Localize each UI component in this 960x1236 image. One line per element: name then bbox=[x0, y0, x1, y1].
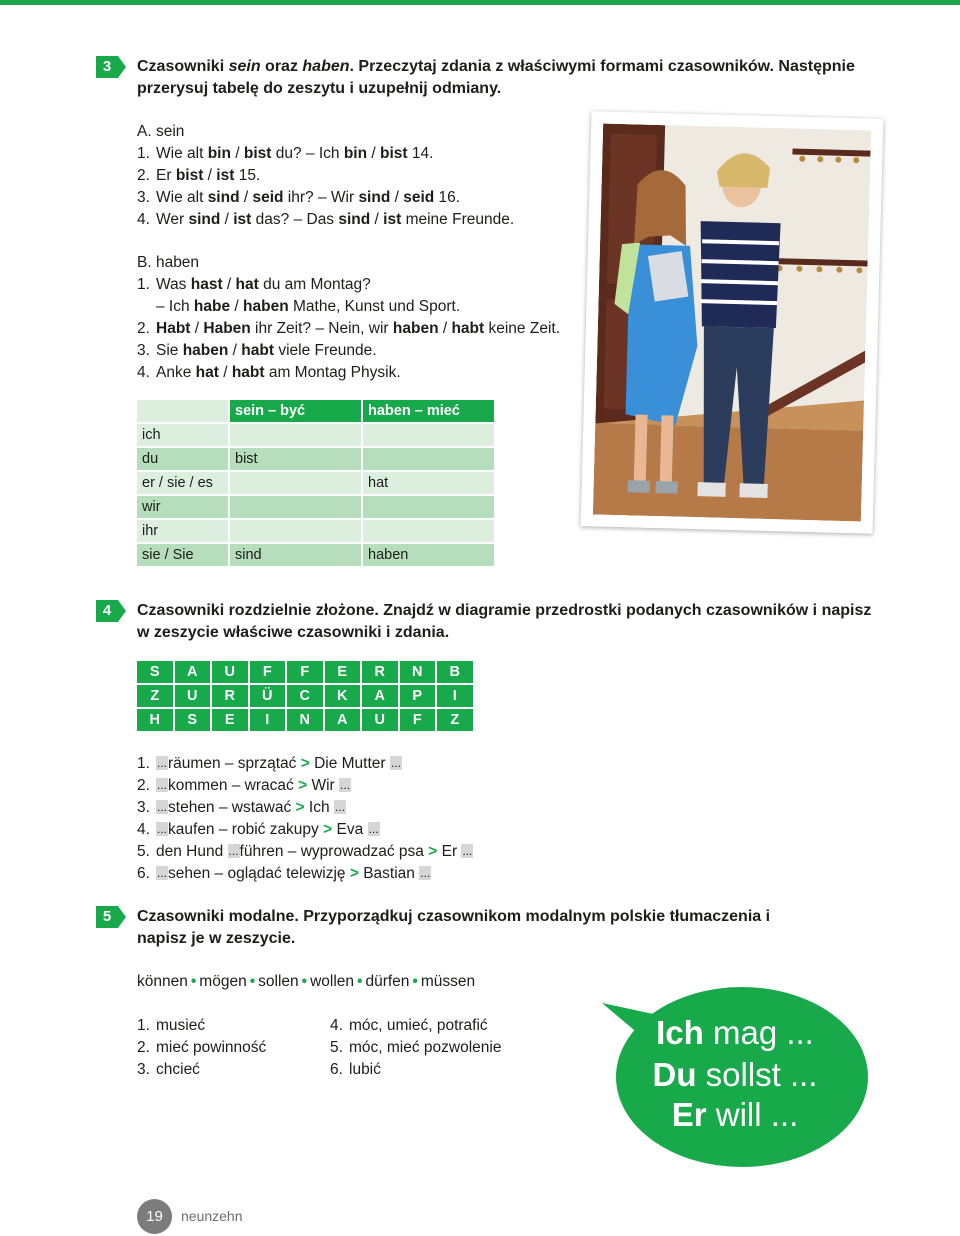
task-number-badge bbox=[96, 906, 126, 928]
item-verb: räumen – sprzątać bbox=[168, 755, 297, 772]
bubble-line bbox=[600, 1095, 870, 1135]
task-number-badge bbox=[96, 56, 126, 78]
item-number: 1. bbox=[137, 1017, 150, 1034]
bullet-icon: • bbox=[190, 973, 197, 990]
table-cell bbox=[363, 424, 494, 446]
item-number: 4. bbox=[330, 1017, 343, 1034]
gap-placeholder: ... bbox=[157, 822, 168, 836]
task-number: 3 bbox=[102, 58, 112, 75]
task-4-title: Czasowniki rozdzielnie złożone. Znajdź w diagramie przedrostki podanych czasowników i napisz w zeszycie właściwe czasowniki i zdania. bbox=[137, 602, 872, 641]
translation-item-6 bbox=[330, 1059, 381, 1081]
item-number: 5. bbox=[137, 843, 150, 860]
diagram-cell: N bbox=[400, 661, 436, 683]
diagram-row bbox=[137, 685, 473, 707]
sentence-b1-answer: – Ich habe / haben Mathe, Kunst und Sport. bbox=[156, 298, 461, 315]
bullet-icon: • bbox=[301, 973, 308, 990]
diagram-cell: Z bbox=[137, 685, 173, 707]
table-cell: sind bbox=[230, 544, 361, 566]
diagram-cell: N bbox=[287, 709, 323, 731]
item-verb: sehen – oglądać telewizję bbox=[168, 865, 346, 882]
diagram-cell: E bbox=[325, 661, 361, 683]
page-number: 19 bbox=[137, 1199, 172, 1234]
table-cell bbox=[363, 496, 494, 518]
photo-teenagers bbox=[593, 124, 871, 522]
modal-verb: dürfen bbox=[365, 973, 410, 990]
diagram-cell: K bbox=[325, 685, 361, 707]
translation-item-5 bbox=[330, 1037, 501, 1059]
item-sentence: Wir bbox=[311, 777, 335, 794]
diagram-cell: R bbox=[212, 685, 248, 707]
bullet-icon: • bbox=[249, 973, 256, 990]
table-cell: du bbox=[137, 448, 228, 470]
diagram-cell: Ü bbox=[250, 685, 286, 707]
sentence-b1: 1. Was hast / hat du am Montag? bbox=[137, 276, 371, 293]
top-accent-bar bbox=[0, 0, 960, 5]
table-header-cell bbox=[137, 400, 228, 422]
translation-text: móc, umieć, potrafić bbox=[349, 1017, 488, 1034]
bullet-icon: • bbox=[412, 973, 418, 990]
table-cell bbox=[230, 424, 361, 446]
diagram-cell: A bbox=[362, 685, 398, 707]
sentence-a2: 2. Er bist / ist 15. bbox=[137, 167, 261, 184]
bubble-pronoun: Ich bbox=[656, 1014, 704, 1051]
sentence-b3: 3. Sie haben / habt viele Freunde. bbox=[137, 342, 377, 359]
item-number: 3. bbox=[137, 799, 150, 816]
table-cell: bist bbox=[230, 448, 361, 470]
task-number: 5 bbox=[102, 908, 112, 925]
gap-placeholder: ... bbox=[334, 800, 345, 814]
item-number: 4. bbox=[137, 821, 150, 838]
item-verb: kaufen – robić zakupy bbox=[168, 821, 319, 838]
item-sentence: Er bbox=[441, 843, 458, 860]
diagram-cell: I bbox=[250, 709, 286, 731]
diagram-cell: S bbox=[137, 661, 173, 683]
gap-placeholder: ... bbox=[340, 778, 351, 792]
table-cell: er / sie / es bbox=[137, 472, 228, 494]
item-verb: kommen – wracać bbox=[168, 777, 294, 794]
table-cell: ihr bbox=[137, 520, 228, 542]
diagram-cell: F bbox=[287, 661, 323, 683]
section-a-heading: A. sein bbox=[137, 123, 185, 140]
table-header-cell: haben – mieć bbox=[363, 400, 494, 422]
table-cell bbox=[363, 448, 494, 470]
diagram-row bbox=[137, 709, 473, 731]
item-sentence: Ich bbox=[308, 799, 330, 816]
gap-placeholder: ... bbox=[228, 844, 239, 858]
translation-item-2 bbox=[137, 1037, 266, 1059]
verb-item-2 bbox=[137, 775, 351, 797]
table-row bbox=[137, 520, 494, 542]
item-number: 5. bbox=[330, 1039, 343, 1056]
translation-text: mieć powinność bbox=[156, 1039, 267, 1056]
section-b-heading: B. haben bbox=[137, 254, 200, 271]
sentence-b4: 4. Anke hat / habt am Montag Physik. bbox=[137, 364, 401, 381]
translation-item-1 bbox=[137, 1015, 205, 1037]
diagram-cell: U bbox=[175, 685, 211, 707]
translation-text: musieć bbox=[156, 1017, 206, 1034]
sentence-b2: 2. Habt / Haben ihr Zeit? – Nein, wir haben / habt keine Zeit. bbox=[137, 320, 560, 337]
modal-verb: können bbox=[137, 973, 188, 990]
title-text: . Przeczytaj zdania z właściwymi formami czasowników. Następnie przerysuj tabelę do zeszytu i uzupełnij odmiany. bbox=[137, 58, 855, 97]
arrow-icon: > bbox=[323, 821, 333, 838]
diagram-cell: B bbox=[437, 661, 473, 683]
modal-verb: sollen bbox=[258, 973, 299, 990]
table-row bbox=[137, 544, 494, 566]
task-5-title: Czasowniki modalne. Przyporządkuj czasownikom modalnym polskie tłumaczenia i napisz je w zeszycie. bbox=[137, 908, 771, 947]
verb-item-5 bbox=[137, 841, 473, 863]
table-cell bbox=[230, 520, 361, 542]
bubble-verb: sollst ... bbox=[696, 1056, 818, 1093]
title-sein: sein bbox=[228, 58, 261, 75]
sentence-a1: 1. Wie alt bin / bist du? – Ich bin / bist 14. bbox=[137, 145, 434, 162]
page-number-word: neunzehn bbox=[181, 1208, 243, 1224]
table-header-row bbox=[137, 400, 494, 422]
table-cell: ich bbox=[137, 424, 228, 446]
sentence-a3: 3. Wie alt sind / seid ihr? – Wir sind / seid 16. bbox=[137, 189, 461, 206]
gap-placeholder: ... bbox=[157, 800, 168, 814]
diagram-cell: C bbox=[287, 685, 323, 707]
diagram-cell: H bbox=[137, 709, 173, 731]
gap-placeholder: ... bbox=[157, 778, 168, 792]
modal-verb: müssen bbox=[420, 973, 476, 990]
verb-item-3 bbox=[137, 797, 346, 819]
gap-placeholder: ... bbox=[157, 756, 168, 770]
diagram-cell: I bbox=[437, 685, 473, 707]
item-sentence: Bastian bbox=[363, 865, 415, 882]
table-cell: haben bbox=[363, 544, 494, 566]
translation-text: lubić bbox=[349, 1061, 381, 1078]
item-number: 2. bbox=[137, 1039, 150, 1056]
diagram-cell: S bbox=[175, 709, 211, 731]
translation-text: chcieć bbox=[156, 1061, 200, 1078]
table-cell bbox=[363, 520, 494, 542]
bubble-verb: mag ... bbox=[703, 1014, 814, 1051]
gap-placeholder: ... bbox=[368, 822, 379, 836]
modal-verbs-list bbox=[137, 971, 475, 993]
diagram-row bbox=[137, 661, 473, 683]
diagram-cell: F bbox=[400, 709, 436, 731]
table-row bbox=[137, 424, 494, 446]
translation-item-4 bbox=[330, 1015, 488, 1037]
title-haben: haben bbox=[302, 58, 350, 75]
translation-text: móc, mieć pozwolenie bbox=[349, 1039, 502, 1056]
photo-illustration bbox=[593, 124, 871, 522]
modal-verb: mögen bbox=[199, 973, 247, 990]
item-sentence: Eva bbox=[336, 821, 364, 838]
verb-item-4 bbox=[137, 819, 380, 841]
modal-verb: wollen bbox=[310, 973, 355, 990]
item-sentence: Die Mutter bbox=[314, 755, 386, 772]
letter-diagram bbox=[135, 659, 475, 733]
table-row bbox=[137, 496, 494, 518]
speech-bubble bbox=[600, 975, 870, 1170]
task-number-badge bbox=[96, 600, 126, 622]
item-verb: führen – wyprowadzać psa bbox=[239, 843, 424, 860]
diagram-cell: A bbox=[175, 661, 211, 683]
bubble-pronoun: Er bbox=[671, 1096, 707, 1133]
diagram-cell: Z bbox=[437, 709, 473, 731]
item-number: 2. bbox=[137, 777, 150, 794]
table-cell: wir bbox=[137, 496, 228, 518]
gap-placeholder: ... bbox=[157, 866, 168, 880]
sentence-a4: 4. Wer sind / ist das? – Das sind / ist meine Freunde. bbox=[137, 211, 515, 228]
item-verb: stehen – wstawać bbox=[168, 799, 292, 816]
item-number: 3. bbox=[137, 1061, 150, 1078]
arrow-icon: > bbox=[295, 799, 305, 816]
table-cell bbox=[230, 496, 361, 518]
table-cell: hat bbox=[363, 472, 494, 494]
diagram-cell: U bbox=[362, 709, 398, 731]
translation-item-3 bbox=[137, 1059, 200, 1081]
title-text: oraz bbox=[260, 58, 303, 75]
item-number: 6. bbox=[330, 1061, 343, 1078]
diagram-cell: E bbox=[212, 709, 248, 731]
task-number: 4 bbox=[102, 602, 112, 619]
arrow-icon: > bbox=[349, 865, 359, 882]
conjugation-table bbox=[135, 398, 496, 568]
diagram-cell: P bbox=[400, 685, 436, 707]
gap-placeholder: ... bbox=[420, 866, 431, 880]
bubble-verb: will ... bbox=[706, 1096, 799, 1133]
bubble-line bbox=[600, 1055, 870, 1095]
arrow-icon: > bbox=[428, 843, 438, 860]
table-row bbox=[137, 472, 494, 494]
bullet-icon: • bbox=[357, 973, 363, 990]
arrow-icon: > bbox=[298, 777, 308, 794]
verb-item-1 bbox=[137, 753, 402, 775]
diagram-cell: F bbox=[250, 661, 286, 683]
gap-placeholder: ... bbox=[462, 844, 473, 858]
table-cell: sie / Sie bbox=[137, 544, 228, 566]
table-header-cell: sein – być bbox=[230, 400, 361, 422]
diagram-cell: A bbox=[325, 709, 361, 731]
diagram-cell: U bbox=[212, 661, 248, 683]
arrow-icon: > bbox=[300, 755, 310, 772]
bubble-pronoun: Du bbox=[652, 1056, 697, 1093]
item-prefix-text: den Hund bbox=[156, 843, 228, 860]
photo-frame bbox=[581, 111, 884, 534]
title-text: Czasowniki bbox=[137, 58, 229, 75]
item-number: 1. bbox=[137, 755, 150, 772]
gap-placeholder: ... bbox=[390, 756, 401, 770]
bubble-line bbox=[600, 1013, 870, 1053]
item-number: 6. bbox=[137, 865, 150, 882]
diagram-cell: R bbox=[362, 661, 398, 683]
task-3-title bbox=[137, 56, 877, 100]
table-cell bbox=[230, 472, 361, 494]
table-row bbox=[137, 448, 494, 470]
verb-item-6 bbox=[137, 863, 431, 885]
